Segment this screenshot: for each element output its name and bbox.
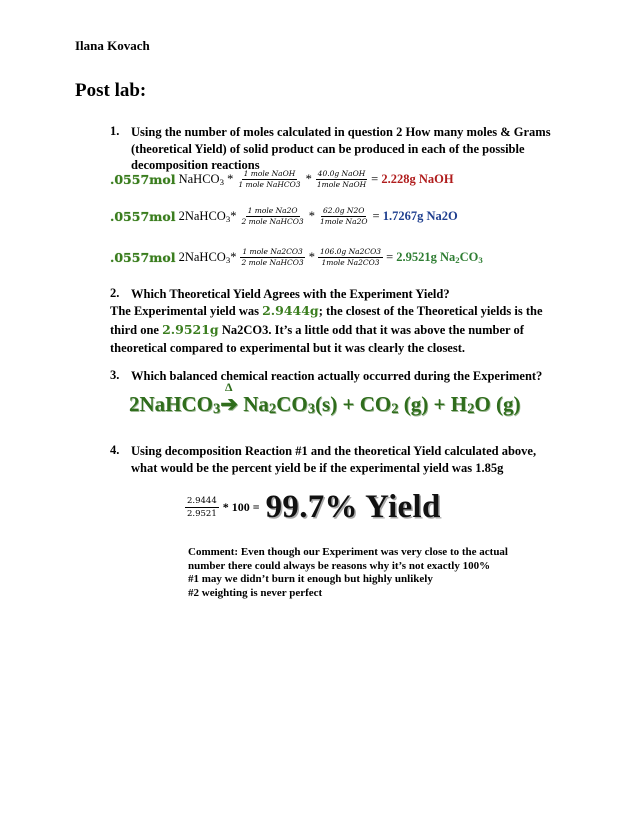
theoretical-yield-result: 2.9521g $Na_2CO_3$ bbox=[396, 250, 483, 265]
equals-sign: = bbox=[371, 172, 379, 186]
theoretical-yield-result: 1.7267g Na2O bbox=[382, 209, 458, 223]
comment-block bbox=[188, 546, 508, 600]
fraction-denominator: 1mole Na2CO3 bbox=[321, 258, 380, 267]
q1-text bbox=[131, 124, 551, 174]
q1-line-3: decomposition reactions bbox=[131, 158, 260, 172]
heat-delta-symbol: Δ bbox=[225, 380, 233, 394]
percent-yield-calculation bbox=[185, 489, 441, 526]
experimental-yield-value: 2.9444g bbox=[262, 303, 319, 318]
fraction-numerator: 1 mole Na2CO3 bbox=[242, 247, 303, 256]
equals-sign: = bbox=[372, 209, 380, 223]
fraction-numerator: 1 mole Na2O bbox=[247, 206, 298, 215]
multiply-operator: * bbox=[230, 250, 237, 264]
reactant-formula: 2NaHCO$_3$ bbox=[178, 209, 231, 224]
q4-line-1: Using decomposition Reaction #1 and the theoretical Yield calculated above, bbox=[131, 444, 537, 458]
reactant-formula: NaHCO$_3$ bbox=[178, 172, 224, 187]
balanced-reaction-equation: 2NaHCO$_3$➔ $Na_2CO_3(s) + CO_2$ $(g) + H_2O$ (g) bbox=[129, 392, 521, 417]
q1-line-2: (theoretical Yield) of solid product can be produced in each of the possible bbox=[131, 141, 525, 156]
page-title: Post lab: bbox=[75, 80, 147, 101]
q2-answer-line-1: The Experimental yield was 2.9444g; the closest of the Theoretical yields is the bbox=[110, 303, 543, 318]
mol-amount: .0557mol bbox=[110, 209, 176, 224]
q4-line-2: what would be the percent yield be if the experimental yield was 1.85g bbox=[131, 460, 504, 475]
mole-ratio-fraction bbox=[239, 206, 305, 227]
percent-yield-result: 99.7% Yield bbox=[265, 489, 441, 525]
multiply-100-operator: * 100 = bbox=[222, 500, 260, 514]
closest-theoretical-value: 2.9521g bbox=[162, 321, 219, 337]
q2-question: Which Theoretical Yield Agrees with the Experiment Yield? bbox=[131, 287, 450, 301]
q3-number: 3. bbox=[110, 368, 120, 382]
q4-text bbox=[131, 443, 536, 476]
q2-answer-line-2: third one 2.9521g Na2CO3. It’s a little odd that it was above the number of bbox=[110, 321, 524, 337]
theoretical-yield-result: 2.228g NaOH bbox=[381, 172, 454, 186]
mol-amount: .0557mol bbox=[110, 172, 176, 187]
comment-line-3: #1 may we didn’t burn it enough but highly unlikely bbox=[188, 573, 433, 585]
q1-equation-row-1 bbox=[110, 169, 454, 190]
reaction-arrow-icon: ➔ bbox=[220, 392, 238, 416]
comment-line-1: Comment: Even though our Experiment was very close to the actual bbox=[188, 546, 508, 558]
q2-number: 2. bbox=[110, 286, 120, 300]
q4-number: 4. bbox=[110, 443, 120, 457]
fraction-denominator: 1mole Na2O bbox=[319, 217, 368, 226]
fraction-denominator: 1 mole NaHCO3 bbox=[238, 180, 301, 189]
q2-answer bbox=[110, 302, 543, 358]
fraction-numerator: 1 mole NaOH bbox=[243, 169, 296, 178]
multiply-operator: * bbox=[305, 172, 312, 186]
reactant-formula: 2NaHCO$_3$ bbox=[178, 250, 231, 265]
q1-line-1: Using the number of moles calculated in question 2 How many moles & Grams bbox=[131, 125, 551, 139]
multiply-operator: * bbox=[308, 250, 315, 264]
fraction-numerator: 62.0g N2O bbox=[323, 206, 365, 215]
q2-answer-line-3: theoretical compared to experimental but it was clearly the closest. bbox=[110, 341, 466, 355]
mole-ratio-fraction bbox=[236, 169, 302, 190]
comment-line-2: number there could always be reasons why it’s not exactly 100% bbox=[188, 559, 491, 572]
multiply-operator: * bbox=[227, 172, 234, 186]
comment-line-4: #2 weighting is never perfect bbox=[188, 586, 323, 599]
fraction-denominator: 1mole NaOH bbox=[316, 180, 367, 189]
author-name: Ilana Kovach bbox=[75, 38, 150, 53]
q1-equation-row-2 bbox=[110, 206, 458, 227]
q1-number: 1. bbox=[110, 124, 120, 138]
fraction-denominator: 2 mole NaHCO3 bbox=[241, 217, 304, 226]
fraction-denominator: 2 mole NaHCO3 bbox=[241, 258, 304, 267]
fraction-denominator: 2.9521 bbox=[187, 509, 217, 519]
q3-question: Which balanced chemical reaction actually occurred during the Experiment? bbox=[131, 369, 543, 383]
fraction-numerator: 40.0g NaOH bbox=[317, 169, 366, 178]
molar-mass-fraction bbox=[318, 247, 383, 268]
yield-ratio-fraction bbox=[185, 495, 219, 520]
molar-mass-fraction bbox=[318, 206, 370, 227]
molar-mass-fraction bbox=[315, 169, 368, 190]
fraction-numerator: 106.0g Na2CO3 bbox=[319, 247, 382, 256]
equals-sign: = bbox=[386, 250, 394, 264]
fraction-numerator: 2.9444 bbox=[187, 496, 217, 506]
mol-amount: .0557mol bbox=[110, 250, 176, 265]
q1-equation-row-3 bbox=[110, 247, 483, 268]
multiply-operator: * bbox=[230, 209, 237, 223]
multiply-operator: * bbox=[308, 209, 315, 223]
mole-ratio-fraction bbox=[239, 247, 305, 268]
